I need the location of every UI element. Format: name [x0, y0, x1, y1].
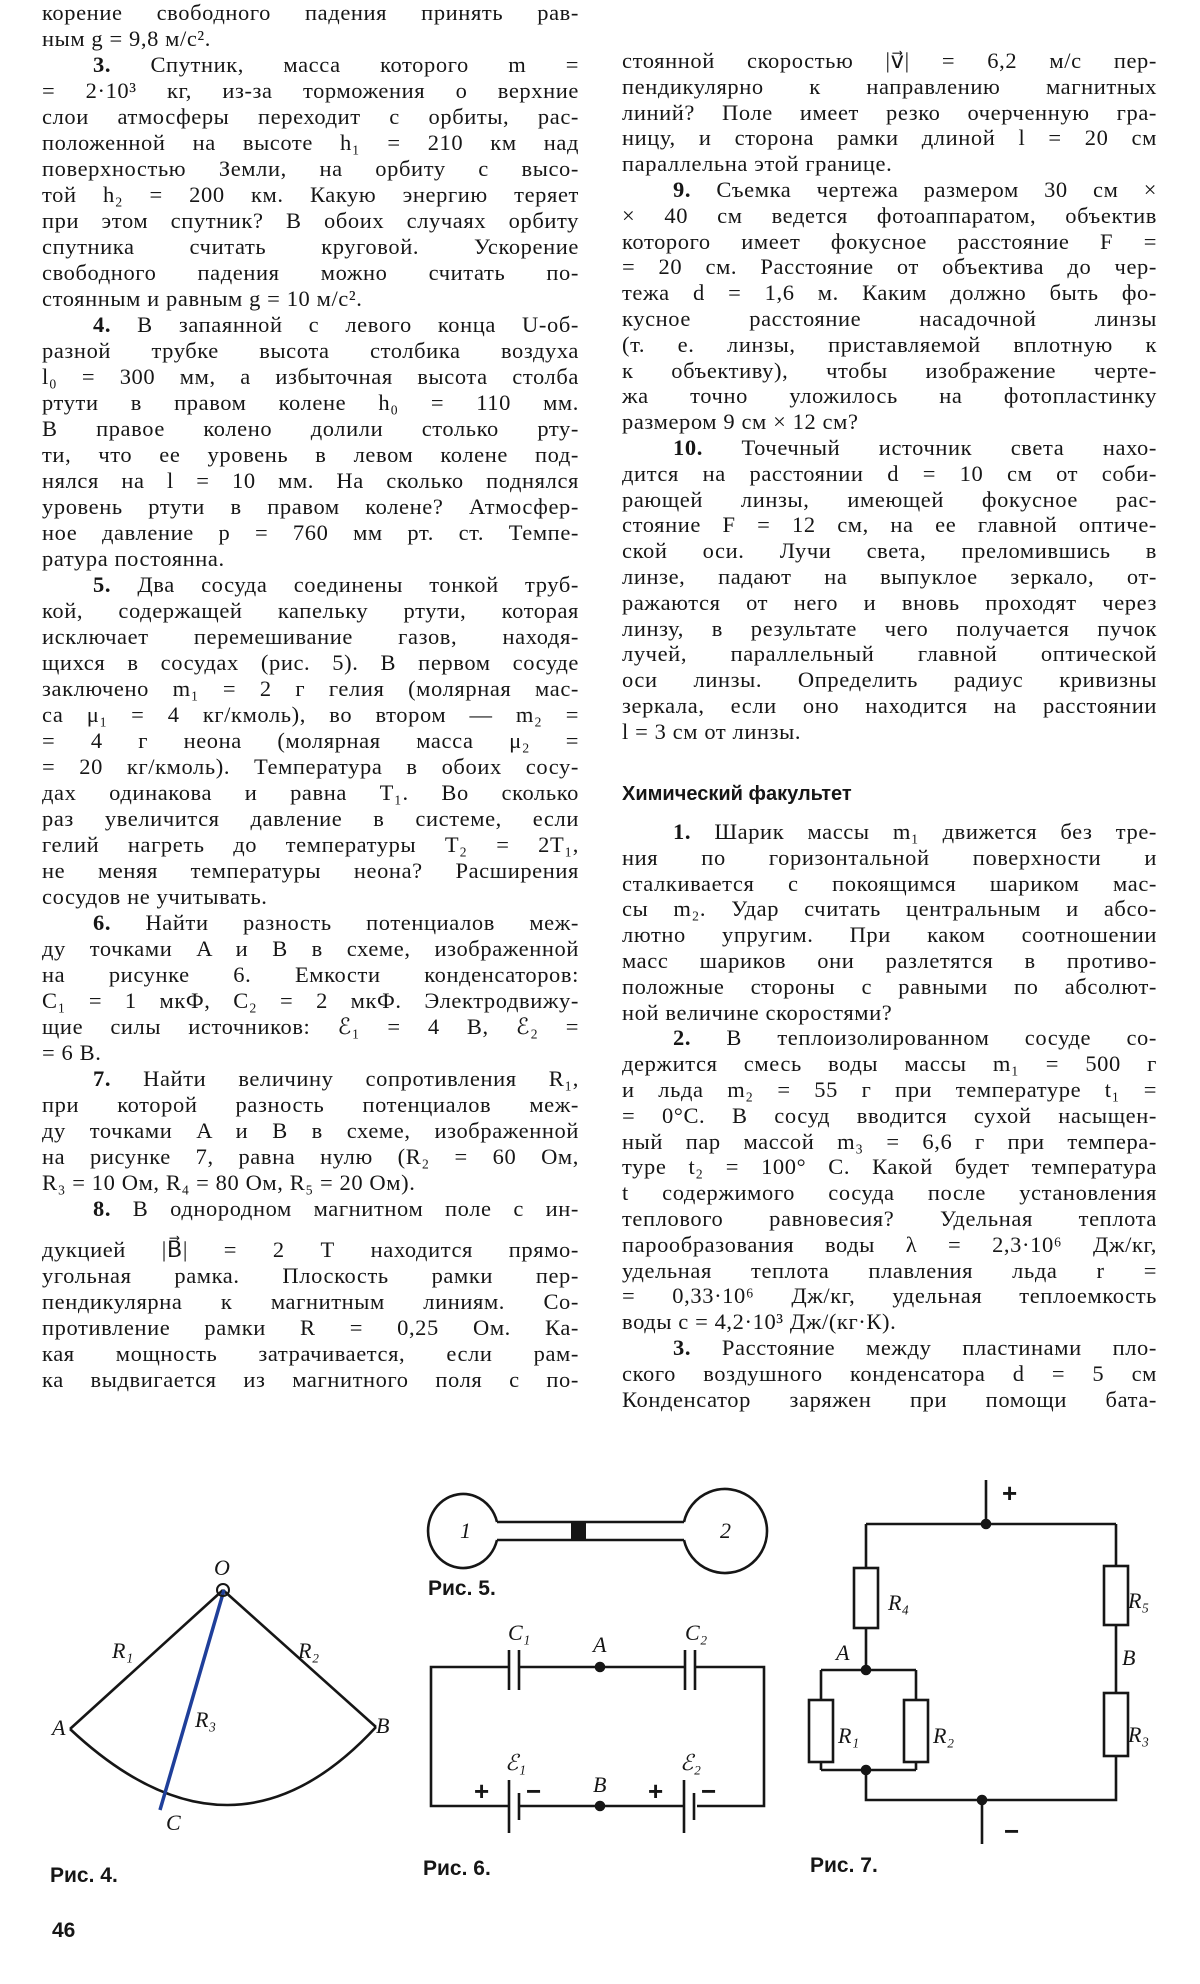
line-text: кая мощность затрачивается, если рам- [42, 1341, 579, 1366]
line-text: оси линзы. Определить радиус кривизны [622, 667, 1157, 693]
figure-5 [428, 1489, 767, 1600]
line-text: пендикулярно к направлению магнитных [622, 73, 1157, 99]
line-text: = 20 кг/кмоль). Температура в обоих сосу- [42, 754, 579, 779]
figure-6 [423, 1620, 764, 1880]
line-text: масс шариков они разлетятся в противо- [622, 947, 1157, 973]
resistor-r1 [809, 1700, 833, 1762]
label-b: B [1122, 1645, 1136, 1670]
line-text: на рисунке 6. Емкости конденсаторов: [42, 962, 579, 987]
line-text: щие силы источников: ℰ₁ = 4 В, ℰ₂ = [42, 1014, 579, 1039]
line-text: ка выдвигается из магнитного поля с по- [42, 1367, 579, 1392]
label-a: A [836, 1640, 850, 1665]
line-text: (т. е. линзы, приставляемой вплотную к [622, 331, 1157, 357]
line-text: теплового равновесия? Удельная теплота [622, 1205, 1157, 1231]
line-text: исключает перемешивание газов, находя- [42, 624, 579, 649]
label-r2: R₂ [933, 1723, 955, 1748]
line-text: размером 9 см × 12 см? [622, 409, 859, 435]
figure-7 [809, 1478, 1149, 1877]
label-vessel-2: 2 [720, 1518, 731, 1543]
line-text: C₁ = 1 мкФ, C₂ = 2 мкФ. Электродвижу- [42, 988, 579, 1013]
line-text: ной величине скоростями? [622, 999, 893, 1025]
capacitor-c2 [685, 1650, 695, 1690]
line-text: Точечный источник света нахо- [741, 434, 1157, 460]
problem-number: 4. [93, 312, 138, 337]
line-text: на рисунке 7, равна нулю (R₂ = 60 Ом, [42, 1144, 579, 1169]
line-text: противление рамки R = 0,25 Ом. Ка- [42, 1315, 579, 1340]
problem-number: 6. [93, 910, 146, 935]
line-text: зеркала, если оно находится на расстоянии [622, 692, 1157, 718]
line-text: Два сосуда соединены тонкой труб- [137, 572, 579, 597]
node-bottom [978, 1796, 986, 1804]
label-b: B [593, 1772, 607, 1797]
line-text: спутника считать круговой. Ускорение [42, 234, 579, 259]
e1-minus: − [526, 1776, 542, 1806]
line-text: кой, содержащей капельку ртути, которая [42, 598, 579, 623]
line-text: при которой разность потенциалов меж- [42, 1092, 579, 1117]
node-top [982, 1520, 990, 1528]
line-text: свободного падения можно считать по- [42, 260, 579, 285]
line-text: ду точками A и B в схеме, изображенной [42, 1118, 579, 1143]
line-text: ный пар массой m₃ = 6,6 г при темпера- [622, 1128, 1157, 1154]
label-a: A [52, 1715, 66, 1740]
line-text: стоянной скоростью |v⃗| = 6,2 м/с пер- [622, 48, 1157, 73]
label-vessel-1: 1 [460, 1518, 471, 1543]
node-a [596, 1663, 604, 1671]
line-text: рающей линзы, имеющей фокусное рас- [622, 486, 1157, 512]
problem-number: 7. [93, 1066, 144, 1091]
line-text: поверхностью Земли, на орбиту с высо- [42, 156, 579, 181]
line-text: воды c = 4,2·10³ Дж/(кг·К). [622, 1309, 897, 1335]
label-a: A [593, 1632, 607, 1657]
circuit-wires [821, 1480, 1116, 1844]
battery-e1 [509, 1780, 519, 1833]
page-number: 46 [52, 1919, 76, 1942]
label-r1: R₁ [838, 1723, 860, 1748]
node-bottom-left [862, 1766, 870, 1774]
line-text: нялся на l = 10 мм. На сколько поднялся [42, 468, 579, 493]
label-r1: R₁ [112, 1638, 134, 1663]
label-r2: R₂ [298, 1638, 320, 1663]
problem-number: 8. [93, 1196, 133, 1221]
line-text: удельная теплота плавления льда r = [622, 1257, 1157, 1283]
line-text: и льда m₂ = 55 г при температуре t₁ = [622, 1076, 1157, 1102]
line-text: положенной на высоте h₁ = 210 км над [42, 130, 579, 155]
line-text: ской оси. Лучи света, преломившись в [622, 538, 1157, 564]
line-text: ражаются от него и вновь проходят через [622, 589, 1157, 615]
node-b [596, 1802, 604, 1810]
line-text: тежа d = 1,6 м. Каким должно быть фо- [622, 280, 1157, 306]
label-b: B [376, 1713, 390, 1738]
line-text: l₀ = 300 мм, а избыточная высота столба [42, 364, 579, 389]
problem-number: 10. [673, 434, 742, 460]
vessels-outline [428, 1489, 767, 1573]
figure-4 [50, 1555, 389, 1887]
line-text: пендикулярна к магнитным линиям. Со- [42, 1289, 579, 1314]
line-text: дится на расстоянии d = 10 см от соби- [622, 460, 1157, 486]
label-r4: R₄ [888, 1590, 910, 1615]
line-text: к объективу), чтобы изображение черте- [622, 357, 1157, 383]
line-text: держится смесь воды массы m₁ = 500 г [622, 1051, 1157, 1077]
line-text: гелий нагреть до температуры T₂ = 2T₁, [42, 832, 579, 857]
line-text: параллельна этой границе. [622, 151, 893, 177]
terminal-minus: − [1004, 1816, 1020, 1846]
caption-fig7: Рис. 7. [810, 1854, 878, 1877]
line-text: жа точно уложилось на фотопластинку [622, 383, 1157, 409]
line-text: Шарик массы m₁ движется без тре- [714, 819, 1157, 844]
e1-plus: + [474, 1776, 490, 1806]
line-text: t содержимого сосуда после установления [622, 1180, 1157, 1206]
problem-number: 1. [673, 819, 715, 844]
line-text: щихся в сосудах (рис. 5). В первом сосуде [42, 650, 579, 675]
line-text: ского воздушного конденсатора d = 5 см [622, 1360, 1157, 1386]
line-text: = 4 г неона (молярная масса μ₂ = [42, 728, 579, 753]
e2-minus: − [701, 1776, 717, 1806]
label-c: C [166, 1810, 181, 1835]
section-heading-chemistry: Химический факультет [622, 783, 852, 805]
caption-fig4: Рис. 4. [50, 1864, 118, 1887]
line-text: лютно упругим. При каком соотношении [622, 922, 1157, 948]
line-text: лучей, параллельный главной оптической [622, 641, 1157, 667]
line-text: Конденсатор заряжен при помощи бата- [622, 1386, 1157, 1412]
line-text: Расстояние между пластинами пло- [721, 1334, 1157, 1360]
wire-r3-slider [160, 1590, 224, 1810]
line-text: = 6 В. [42, 1040, 102, 1065]
caption-fig5: Рис. 5. [428, 1577, 496, 1600]
line-text: В однородном магнитном поле с ин- [132, 1196, 579, 1221]
line-text: линзу, в результате чего получается пучок [622, 615, 1157, 641]
resistor-r4 [854, 1568, 878, 1628]
line-text: стоянным и равным g = 10 м/с². [42, 286, 363, 311]
line-text: кусное расстояние насадочной линзы [622, 305, 1157, 331]
line-text: Найти величину сопротивления R₁, [143, 1066, 579, 1091]
problem-number: 5. [93, 572, 138, 597]
label-c2: C₂ [685, 1620, 708, 1645]
line-text: дукцией |B⃗| = 2 Т находится прямо- [42, 1237, 579, 1262]
line-text: дах одинакова и равна T₁. Во сколько [42, 780, 579, 805]
line-text: парообразования воды λ = 2,3·10⁶ Дж/кг, [622, 1231, 1157, 1257]
line-text: которого имеет фокусное расстояние F = [622, 228, 1157, 254]
node-a [862, 1666, 870, 1674]
line-text: l = 3 см от линзы. [622, 718, 802, 744]
line-text: В правое колено долили столько рту- [42, 416, 579, 441]
line-text: R₃ = 10 Ом, R₄ = 80 Ом, R₅ = 20 Ом). [42, 1170, 416, 1195]
mercury-drop [571, 1522, 586, 1540]
line-text: линзе, падают на выпуклое зеркало, от- [622, 563, 1157, 589]
problem-number: 3. [93, 52, 151, 77]
label-c1: C₁ [508, 1620, 531, 1645]
label-e2: ℰ₂ [680, 1750, 701, 1775]
arc-wire [70, 1727, 376, 1805]
line-text: угольная рамка. Плоскость рамки пер- [42, 1263, 579, 1288]
line-text: сталкивается с покоящимся шариком мас- [622, 870, 1157, 896]
line-text: ным g = 9,8 м/с². [42, 26, 212, 51]
line-text: Спутник, масса которого m = [150, 52, 579, 77]
resistor-r2 [904, 1700, 928, 1762]
line-text: = 0°C. В сосуд вводится сухой насыщен- [622, 1102, 1157, 1128]
line-text: сосудов не учитывать. [42, 884, 268, 909]
line-text: сы m₂. Удар считать центральным и абсо- [622, 896, 1157, 922]
problem-number: 9. [673, 176, 717, 202]
line-text: Найти разность потенциалов меж- [145, 910, 579, 935]
problem-number: 3. [673, 1334, 722, 1360]
line-text: стояние F = 12 см, на ее главной оптиче- [622, 512, 1157, 538]
line-text: ду точками A и B в схеме, изображенной [42, 936, 579, 961]
line-text: = 0,33·10⁶ Дж/кг, удельная теплоемкость [622, 1283, 1157, 1309]
line-text: туре t₂ = 100° C. Какой будет температура [622, 1154, 1157, 1180]
line-text: разной трубке высота столбика воздуха [42, 338, 579, 363]
line-text: при этом спутник? В обоих случаях орбиту [42, 208, 579, 233]
line-text: ратура постоянна. [42, 546, 225, 571]
resistor-r5 [1104, 1566, 1128, 1625]
line-text: заключено m₁ = 2 г гелия (молярная мас- [42, 676, 579, 701]
line-text: × 40 см ведется фотоаппаратом, объектив [622, 202, 1157, 228]
line-text: = 20 см. Расстояние от объектива до чер- [622, 254, 1157, 280]
line-text: раз увеличится давление в системе, если [42, 806, 579, 831]
battery-e2 [684, 1780, 694, 1833]
line-text: ртути в правом колене h₀ = 110 мм. [42, 390, 579, 415]
caption-fig6: Рис. 6. [423, 1857, 491, 1880]
line-text: не меняя температуры неона? Расширения [42, 858, 579, 883]
line-text: = 2·10³ кг, из-за торможения о верхние [42, 78, 579, 103]
line-text: той h₂ = 200 км. Какую энергию теряет [42, 182, 579, 207]
label-r5: R₅ [1128, 1588, 1150, 1613]
label-r3: R₃ [1128, 1722, 1150, 1747]
e2-plus: + [648, 1776, 664, 1806]
line-text: Съемка чертежа размером 30 см × [716, 176, 1157, 202]
line-text: ти, что ее уровень в левом колене под- [42, 442, 579, 467]
line-text: ния по горизонтальной поверхности и [622, 844, 1157, 870]
line-text: В теплоизолированном сосуде со- [726, 1025, 1157, 1051]
terminal-plus: + [1002, 1478, 1018, 1508]
line-text: ное давление p = 760 мм рт. ст. Темпе- [42, 520, 579, 545]
resistor-r3 [1104, 1693, 1128, 1756]
label-r3: R₃ [195, 1707, 217, 1732]
label-o: O [214, 1555, 230, 1580]
line-text: са μ₁ = 4 кг/кмоль), во втором — m₂ = [42, 702, 579, 727]
line-text: уровень ртути в правом колене? Атмосфер- [42, 494, 579, 519]
line-text: положные стороны с равными по абсолют- [622, 973, 1157, 999]
line-text: корение свободного падения принять рав- [42, 0, 579, 25]
label-e1: ℰ₁ [505, 1750, 526, 1775]
line-text: В запаянной с левого конца U-об- [137, 312, 579, 337]
problem-number: 2. [673, 1025, 727, 1051]
line-text: слои атмосферы переходит с орбиты, рас- [42, 104, 579, 129]
line-text: линий? Поле имеет резко очерченную гра- [622, 99, 1157, 125]
line-text: ницу, и сторона рамки длиной l = 20 см [622, 125, 1157, 151]
capacitor-c1 [509, 1650, 519, 1690]
